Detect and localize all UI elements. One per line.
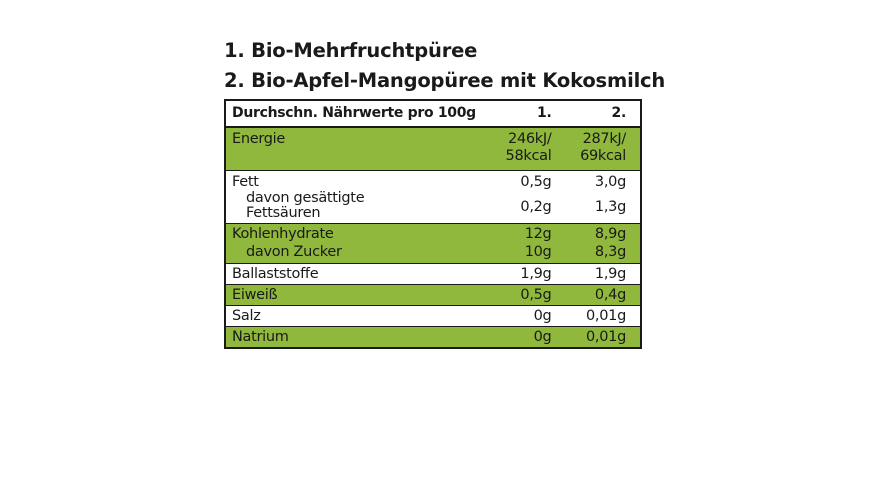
energie-value-1-kcal: 58kcal xyxy=(505,148,552,164)
gesaettigte-value-1: 0,2g xyxy=(520,198,552,215)
eiweiss-label: Eiweiß xyxy=(232,287,278,303)
row-zucker xyxy=(225,244,641,264)
fett-value-2: 3,0g xyxy=(594,173,626,190)
gesaettigte-label xyxy=(225,191,492,224)
row-fett xyxy=(225,170,641,191)
header-col-1: 1. xyxy=(537,105,552,121)
ballaststoffe-value-1: 1,9g xyxy=(520,266,552,282)
row-ballaststoffe xyxy=(225,264,641,285)
gesaettigte-value-2: 1,3g xyxy=(594,198,626,215)
ballaststoffe-label: Ballaststoffe xyxy=(232,266,319,282)
energie-label: Energie xyxy=(232,131,286,147)
zucker-value-1: 10g xyxy=(524,243,552,260)
kohlenhydrate-label: Kohlenhydrate xyxy=(232,226,334,242)
ballaststoffe-value-2: 1,9g xyxy=(594,266,626,282)
nutrition-table xyxy=(224,99,642,349)
eiweiss-value-1: 0,5g xyxy=(520,287,552,303)
product-titles xyxy=(224,36,824,96)
table-header-row xyxy=(225,100,641,127)
energie-value-1 xyxy=(492,127,558,170)
salz-label: Salz xyxy=(232,308,261,324)
row-natrium xyxy=(225,327,641,348)
gesaettigte-label-line2: Fettsäuren xyxy=(246,204,321,221)
natrium-label: Natrium xyxy=(232,329,289,345)
energie-value-2-kj: 287kJ/ xyxy=(582,131,626,147)
eiweiss-value-2: 0,4g xyxy=(594,287,626,303)
salz-value-1: 0g xyxy=(533,308,552,324)
row-energie xyxy=(225,127,641,170)
product-title-2: 2. Bio-Apfel-Mangopüree mit Kokosmilch xyxy=(224,69,666,92)
zucker-label: davon Zucker xyxy=(246,243,342,260)
natrium-value-1: 0g xyxy=(533,329,552,345)
energie-value-1-kj: 246kJ/ xyxy=(508,131,552,147)
kohlenhydrate-value-1: 12g xyxy=(524,226,552,242)
energie-value-2 xyxy=(557,127,641,170)
row-salz xyxy=(225,306,641,327)
energie-value-2-kcal: 69kcal xyxy=(580,148,626,164)
fett-label: Fett xyxy=(232,173,259,190)
natrium-value-2: 0,01g xyxy=(586,329,626,345)
header-label: Durchschn. Nährwerte pro 100g xyxy=(232,105,476,121)
kohlenhydrate-value-2: 8,9g xyxy=(594,226,626,242)
gesaettigte-label-line1: davon gesättigte xyxy=(246,189,365,206)
zucker-value-2: 8,3g xyxy=(594,243,626,260)
fett-value-1: 0,5g xyxy=(520,173,552,190)
row-kohlenhydrate xyxy=(225,224,641,244)
row-eiweiss xyxy=(225,285,641,306)
row-gesaettigte-fettsaeuren xyxy=(225,191,641,224)
header-col-2: 2. xyxy=(611,105,626,121)
salz-value-2: 0,01g xyxy=(586,308,626,324)
product-title-1: 1. Bio-Mehrfruchtpüree xyxy=(224,39,478,62)
